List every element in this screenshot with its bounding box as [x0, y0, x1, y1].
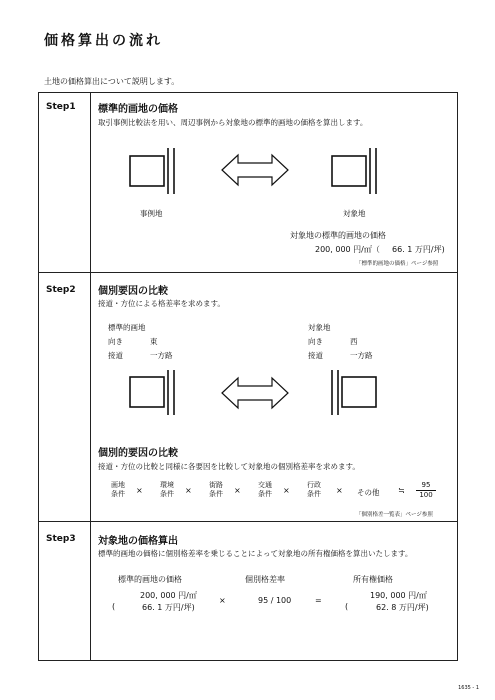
step3-description: 標準的画地の価格に個別格差率を乗じることによって対象地の所有権価格を算出いたします。 — [98, 549, 413, 558]
factor-lot-conditions — [106, 481, 130, 499]
step1-heading: 標準的画地の価格 — [98, 104, 178, 115]
factor-lot-bottom: 条件 — [111, 490, 125, 498]
fraction-denominator: 100 — [416, 490, 436, 500]
step1-description: 取引事例比較法を用い、周辺事例から対象地の標準的画地の価格を算出します。 — [98, 118, 368, 127]
step1-double-arrow-icon — [220, 152, 290, 188]
times-sign: × — [336, 486, 343, 495]
paren-open: ( — [112, 602, 116, 611]
step3-standard-price-value: 200, 000 円/㎡ — [140, 591, 197, 600]
step1-right-caption: 対象地 — [343, 209, 366, 218]
factor-street-bottom: 条件 — [209, 490, 223, 498]
page-number: 1635 - 1 — [458, 685, 479, 691]
label-column-divider — [90, 92, 91, 661]
factor-environment-bottom: 条件 — [160, 490, 174, 498]
paren-open: ( — [345, 602, 349, 611]
step3-ownership-price-label: 所有権価格 — [353, 575, 393, 584]
times-sign: × — [234, 486, 241, 495]
step2-heading: 個別要因の比較 — [98, 286, 168, 297]
step2-double-arrow-icon — [220, 375, 290, 411]
factor-traffic-top: 交通 — [258, 481, 272, 489]
step2-sub-heading: 個別的要因の比較 — [98, 448, 178, 459]
step2-label: Step2 — [46, 285, 76, 295]
step2-left-row1-label: 向き — [108, 337, 123, 346]
step2-sub-description: 接道・方位の比較と同様に各要因を比較して対象地の個別格差率を求めます。 — [98, 462, 360, 471]
intro-text: 土地の価格算出について説明します。 — [44, 77, 180, 86]
equals-sign: = — [315, 596, 322, 605]
step3-ownership-price-tsubo: 62. 8 万円/坪) — [376, 603, 429, 612]
factor-administrative-bottom: 条件 — [307, 490, 321, 498]
factor-environment-conditions — [155, 481, 179, 499]
step2-right-row1-label: 向き — [308, 337, 323, 346]
step1-left-caption: 事例地 — [140, 209, 163, 218]
step1-result-tsubo: 66. 1 万円/坪) — [392, 245, 445, 254]
times-sign: × — [136, 486, 143, 495]
factor-other: その他 — [357, 488, 380, 497]
step2-left-row2-label: 接道 — [108, 351, 123, 360]
factor-traffic-bottom: 条件 — [258, 490, 272, 498]
step3-standard-price-label: 標準的画地の価格 — [118, 575, 182, 584]
divider-step1-step2 — [38, 272, 458, 273]
step1-lot-diagram-left — [128, 148, 178, 196]
step2-lot-diagram-right — [330, 370, 380, 416]
step2-description: 接道・方位による格差率を求めます。 — [98, 299, 225, 308]
factor-street-conditions — [204, 481, 228, 499]
factor-traffic-conditions — [253, 481, 277, 499]
step3-standard-price-tsubo: 66. 1 万円/坪) — [142, 603, 195, 612]
step3-individual-rate-value: 95 / 100 — [258, 596, 292, 605]
times-sign: × — [283, 486, 290, 495]
step2-left-title: 標準的画地 — [108, 323, 146, 332]
factor-lot-top: 画地 — [111, 481, 125, 489]
times-sign: × — [185, 486, 192, 495]
step1-result-label: 対象地の標準的画地の価格 — [290, 231, 386, 240]
step2-right-row2-label: 接道 — [308, 351, 323, 360]
step3-heading: 対象地の価格算出 — [98, 536, 178, 547]
page-title: 価格算出の流れ — [44, 33, 163, 49]
approx-sign: ≒ — [398, 486, 405, 495]
step3-label: Step3 — [46, 534, 76, 544]
individual-rate-fraction — [415, 481, 437, 500]
step2-right-title: 対象地 — [308, 323, 331, 332]
fraction-numerator: 95 — [421, 481, 431, 489]
factor-environment-top: 環境 — [160, 481, 174, 489]
step2-right-row2-value: 一方路 — [350, 351, 373, 360]
step2-reference-note: 「個別格差一覧表」ページ参照 — [356, 512, 433, 518]
step1-label: Step1 — [46, 102, 76, 112]
step3-ownership-price-value: 190, 000 円/㎡ — [370, 591, 427, 600]
step3-individual-rate-label: 個別格差率 — [245, 575, 285, 584]
step1-lot-diagram-right — [330, 148, 380, 196]
step2-right-row1-value: 西 — [350, 337, 358, 346]
step1-result-value: 200, 000 円/㎡（ — [315, 245, 380, 254]
step1-reference-note: 「標準的画地の価格」ページ参照 — [356, 261, 439, 267]
step2-left-row1-value: 東 — [150, 337, 158, 346]
factor-administrative-conditions — [302, 481, 326, 499]
factor-administrative-top: 行政 — [307, 481, 321, 489]
step2-left-row2-value: 一方路 — [150, 351, 173, 360]
divider-step2-step3 — [38, 521, 458, 522]
times-sign: × — [219, 596, 226, 605]
factor-street-top: 街路 — [209, 481, 223, 489]
step2-lot-diagram-left — [128, 370, 178, 416]
